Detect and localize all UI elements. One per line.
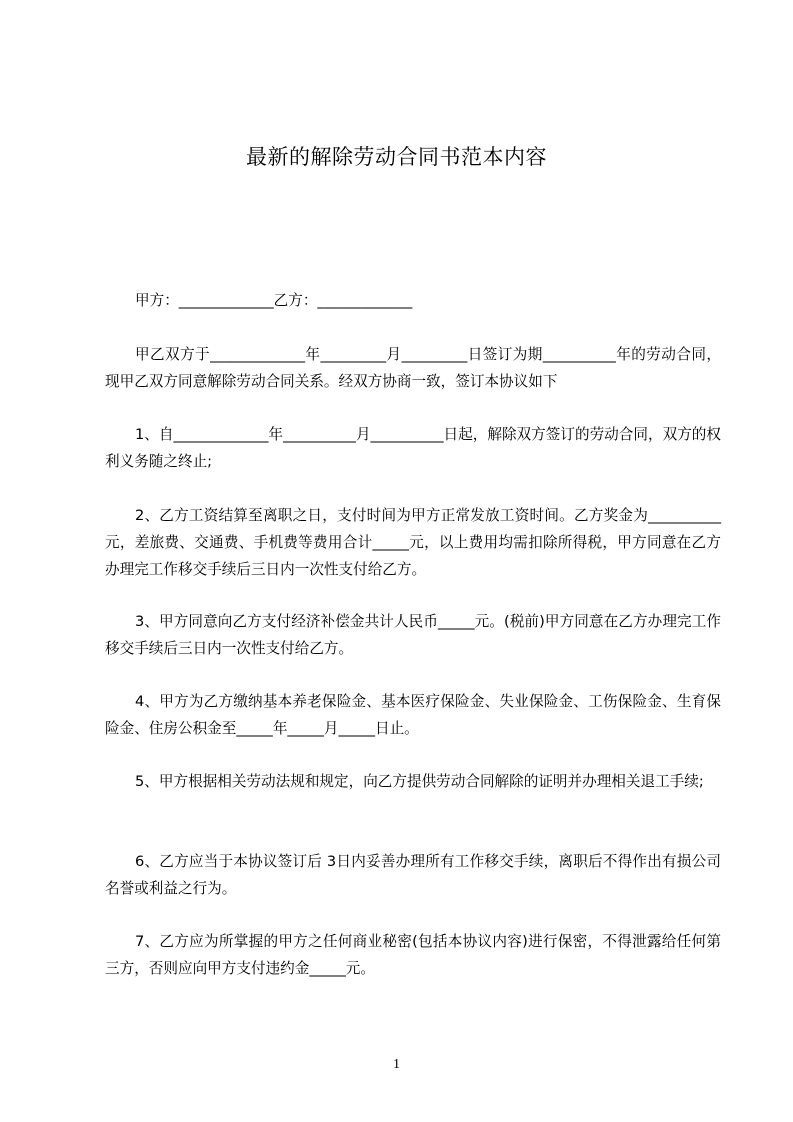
clause-2: 2、乙方工资结算至离职之日，支付时间为甲方正常发放工资时间。乙方奖金为__________元，差旅费、交通费、手机费等费用合计_____元，以上费用均需扣除所得税，甲方同意在乙方办理完工作移交手续后三日内一次性支付给乙方。 xyxy=(105,507,721,578)
clause-5: 5、甲方根据相关劳动法规和规定，向乙方提供劳动合同解除的证明并办理相关退工手续; xyxy=(135,773,704,790)
clause-7: 7、乙方应为所掌握的甲方之任何商业秘密(包括本协议内容)进行保密，不得泄露给任何第三方，否则应向甲方支付违约金_____元。 xyxy=(105,933,721,977)
clause-1: 1、自_____________年__________月__________日起，解除双方签订的劳动合同，双方的权利义务随之终止; xyxy=(105,426,721,470)
clause-3: 3、甲方同意向乙方支付经济补偿金共计人民币_____元。(税前)甲方同意在乙方办理完工作移交手续后三日内一次性支付给乙方。 xyxy=(105,613,721,657)
page-number: 1 xyxy=(393,1057,400,1072)
clause-6: 6、乙方应当于本协议签订后 3日内妥善办理所有工作移交手续，离职后不得作出有损公司名誉或利益之行为。 xyxy=(105,853,721,897)
intro-paragraph: 甲乙双方于_____________年_________月_________日签订为期__________年的劳动合同，现甲乙双方同意解除劳动合同关系。经双方协商一致，签订本协议如下 xyxy=(105,346,721,390)
parties-line: 甲方：_____________乙方：_____________ xyxy=(135,292,413,309)
clause-4: 4、甲方为乙方缴纳基本养老保险金、基本医疗保险金、失业保险金、工伤保险金、生育保险金、住房公积金至_____年_____月_____日止。 xyxy=(105,693,721,737)
document-title: 最新的解除劳动合同书范本内容 xyxy=(246,145,547,169)
